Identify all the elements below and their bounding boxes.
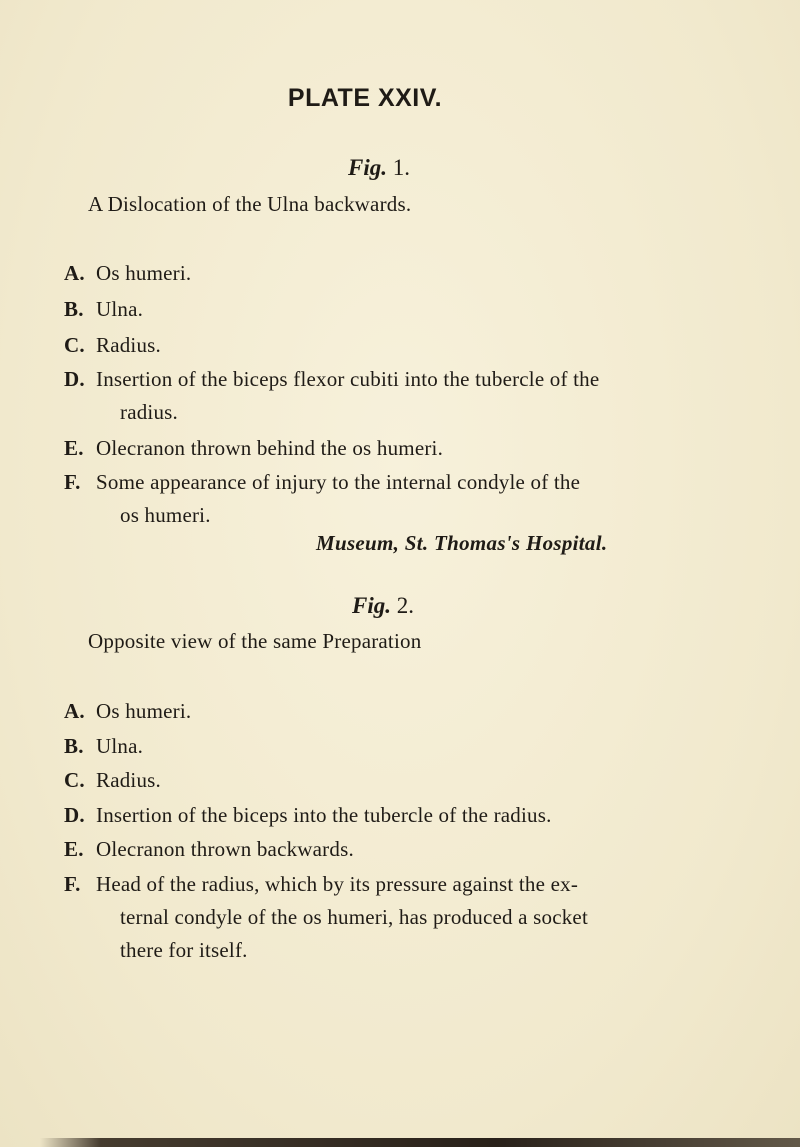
fig1-entry-e bbox=[64, 432, 684, 465]
fig2-heading bbox=[18, 593, 748, 619]
entry-text: Radius. bbox=[96, 333, 161, 357]
entry-text: Some appearance of injury to the internal condyle of the bbox=[96, 470, 581, 494]
entry-text: Os humeri. bbox=[96, 699, 192, 723]
entry-text-continued: ternal condyle of the os humeri, has produced a socket bbox=[120, 905, 588, 929]
entry-letter: E. bbox=[64, 837, 84, 861]
page-edge-shadow bbox=[40, 1138, 800, 1147]
entry-letter: A. bbox=[64, 699, 85, 723]
entry-text-continued: radius. bbox=[120, 400, 178, 424]
entry-letter: C. bbox=[64, 768, 85, 792]
entry-text: Insertion of the biceps flexor cubiti into the tubercle of the bbox=[96, 367, 600, 391]
entry-text: Radius. bbox=[96, 768, 161, 792]
entry-text: Ulna. bbox=[96, 297, 144, 321]
plate-title: PLATE XXIV. bbox=[287, 84, 443, 112]
fig2-entry-e bbox=[64, 833, 684, 866]
fig1-heading-label: Fig. bbox=[348, 155, 387, 180]
fig2-heading-number: 2. bbox=[396, 593, 414, 618]
entry-text: Olecranon thrown behind the os humeri. bbox=[96, 436, 444, 460]
entry-text: Head of the radius, which by its pressure against the ex- bbox=[96, 872, 579, 896]
fig1-source: Museum, St. Thomas's Hospital. bbox=[316, 531, 608, 555]
fig1-heading bbox=[14, 155, 744, 181]
fig2-caption: Opposite view of the same Preparation bbox=[88, 629, 422, 653]
entry-letter: F. bbox=[64, 872, 81, 896]
fig2-entry-c bbox=[64, 764, 684, 797]
entry-text-continued: os humeri. bbox=[120, 503, 211, 527]
entry-letter: D. bbox=[64, 803, 85, 827]
entry-text-continued: there for itself. bbox=[120, 938, 248, 962]
fig1-entry-f bbox=[64, 466, 684, 532]
fig2-entry-d bbox=[64, 799, 684, 832]
entry-text: Olecranon thrown backwards. bbox=[96, 837, 354, 861]
entry-letter: D. bbox=[64, 367, 85, 391]
fig1-entry-c bbox=[64, 329, 684, 362]
fig1-entry-a bbox=[64, 257, 684, 290]
entry-letter: A. bbox=[64, 261, 85, 285]
entry-letter: C. bbox=[64, 333, 85, 357]
fig2-heading-label: Fig. bbox=[352, 593, 391, 618]
entry-letter: B. bbox=[64, 734, 84, 758]
fig1-caption: A Dislocation of the Ulna backwards. bbox=[88, 192, 412, 216]
entry-text: Insertion of the biceps into the tubercle of the radius. bbox=[96, 803, 552, 827]
entry-text: Ulna. bbox=[96, 734, 144, 758]
fig2-entry-b bbox=[64, 730, 684, 763]
entry-letter: F. bbox=[64, 470, 81, 494]
entry-letter: E. bbox=[64, 436, 84, 460]
fig1-heading-number: 1. bbox=[392, 155, 410, 180]
fig2-entry-a bbox=[64, 695, 684, 728]
entry-text: Os humeri. bbox=[96, 261, 192, 285]
fig1-entry-b bbox=[64, 293, 684, 326]
entry-letter: B. bbox=[64, 297, 84, 321]
fig1-entry-d bbox=[64, 363, 684, 429]
fig2-entry-f bbox=[64, 868, 684, 967]
